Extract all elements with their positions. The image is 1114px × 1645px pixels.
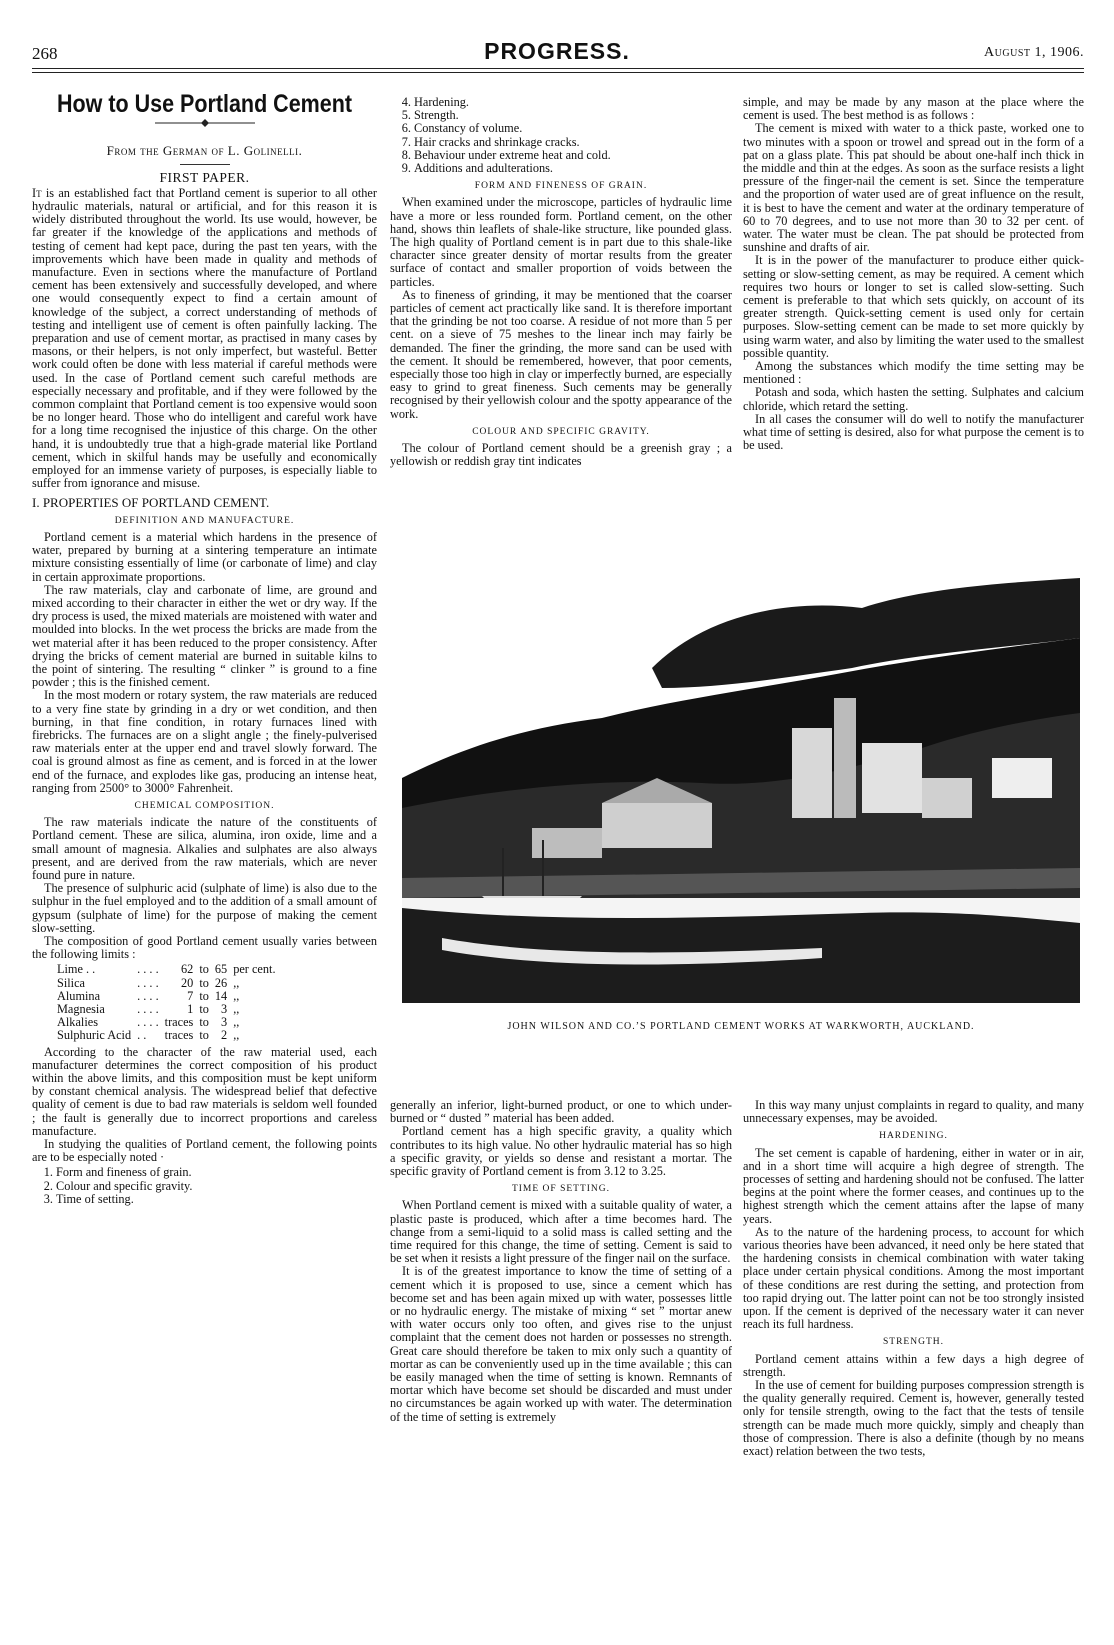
comp-low: 1 [187, 1002, 194, 1016]
composition-table [54, 963, 279, 1042]
comp-low: 7 [187, 988, 194, 1003]
paragraph: It is in the power of the manufacturer to produce either quick-setting or slow-setting cement, as may be required. A cement which requires two hours or longer to set is called slow-setting. Such cement is preferable to that which sets quickly, on account of its greater strength. Quick-setting cement is used only for certain purposes. Slow-setting cement can be made to set more quickly by using warm water, and also by limiting the water used to the smallest possible quantity. [743, 253, 1084, 360]
intro-paragraph: It is an established fact that Portland cement is superior to all other hydraulic materials, natural or artificial, and for this reason it is widely distributed throughout the world. Its use would, however, be far greater if the knowledge of the applications and methods of testing of cement had kept pace, during the past ten years, with the improvements which have been made in quality and methods of manufacture. Even in sections where the manufacture of Portland cement has been extensively and successfully developed, and where one would consequently expect to find a certain amount of knowledge of the subject, a correct understanding of methods of testing and intelligent use of cement is often painfully lacking. The preparation and use of cement mortar, as practised in many cases by masons, or their helpers, is not only imperfect, but wasteful. Better work could often be done with less material if careful methods were used. In the case of Portland cement such careful methods are especially necessary and profitable, and if they were followed by the common complaint that Portland cement is too expensive would soon be no longer heard. Those who do intelligent and careful work have for a long time recognised the injustice of this charge. On the other hand, it is undoubtedly true that a high-grade material like Portland cement, which in skilful hands may be usefully and economically employed for an immense variety of purposes, is especially liable to suffer from ignorance and misuse. [32, 185, 377, 491]
paragraph: Portland cement is a material which hardens in the presence of water, prepared by burning at a sintering temperature an intimate mixture consisting essentially of lime (or carbonate of lime) and clay in certain approximate proportions. [32, 529, 377, 584]
comp-name: Silica [57, 975, 86, 990]
points-list [32, 1166, 377, 1206]
comp-name: Lime . . [57, 962, 96, 977]
comp-unit: per cent. [233, 962, 276, 977]
comp-name: Alumina [57, 988, 101, 1003]
list-item: 8. Behaviour under extreme heat and cold. [414, 149, 732, 162]
paragraph: The composition of good Portland cement usually varies between the following limits : [32, 933, 377, 962]
comp-name: Alkalies [57, 1015, 98, 1030]
photo-caption: JOHN WILSON AND CO.’S PORTLAND CEMENT WORKS AT WARKWORTH, AUCKLAND. [507, 1021, 975, 1032]
list-item: 6. Constancy of volume. [414, 122, 732, 135]
comp-name: Sulphuric Acid [57, 1028, 132, 1043]
list-item: 9. Additions and adulterations. [414, 162, 732, 175]
publication-title: PROGRESS. [484, 38, 630, 64]
comp-leader: . . . . [137, 975, 159, 990]
paragraph: Potash and soda, which hasten the setting. Sulphates and calcium chloride, which retard the setting. [743, 385, 1084, 413]
column-left [32, 94, 377, 1604]
comp-name: Magnesia [57, 1002, 105, 1016]
landscape-photo-icon [402, 578, 1080, 1003]
column-middle-bottom [390, 1099, 732, 1609]
comp-low: traces [164, 1015, 194, 1030]
paragraph: When examined under the microscope, particles of hydraulic lime have a more or less rounded form. Portland cement, on the other hand, shows thin leaflets of shale-like structure, like pounded glass. The high quality of Portland cement is in part due to this shale-like character since greater density of mortar results from the greater surface of contact and smaller proportion of voids between the particles. [390, 195, 732, 289]
paragraph: In the most modern or rotary system, the raw materials are reduced to a very fine state by grinding in a dry or wet condition, and then burning, in that fine condition, in rotary furnaces lined with firebricks. The furnaces are on a slight angle ; the finely-pulverised raw materials enter at the upper end and travel slowly forward. The coal is ground almost as fine as cement, and is forced in at the lower end of the furnace, and explodes like gas, producing an intense heat, ranging from 2500° to 3000° Fahrenheit. [32, 688, 377, 795]
comp-unit: ,, [233, 1002, 240, 1016]
section-heading: I. PROPERTIES OF PORTLAND CEMENT. [32, 495, 270, 511]
paragraph: generally an inferior, light-burned product, or one to which under-burned or “ dusted ” material has been added. [390, 1099, 732, 1126]
paper-number: FIRST PAPER. [159, 169, 250, 185]
paragraph: Portland cement attains within a few days a high degree of strength. [743, 1351, 1084, 1379]
list-item: 3. Time of setting. [56, 1193, 377, 1206]
comp-to: to [199, 975, 209, 990]
subheading-definition: DEFINITION AND MANUFACTURE. [114, 515, 295, 526]
paragraph: As to the nature of the hardening process, to account for which various theories have been advanced, it need only be here stated that the hardening consists in chemical combination with water taking place under certain physical conditions. Among the most important of these conditions are rest during the setting, and protection from too rapid drying out. The latter point can not be too strongly insisted upon. If the cement is deprived of the necessary water it can never reach its full hardness. [743, 1224, 1084, 1332]
byline: From the German of L. Golinelli. [106, 143, 303, 159]
paragraph: Among the substances which modify the time setting may be mentioned : [743, 359, 1084, 387]
paragraph: According to the character of the raw material used, each manufacturer determines the correct composition of his product within the above limits, and this composition must be kept uniform by constant chemical analysis. The widespread belief that defective quality of cement is due to bad raw materials is seldom well founded ; the fault is generally due to incorrect proportions and careless manufacture. [32, 1044, 377, 1138]
comp-leader: . . . . [137, 1015, 159, 1030]
title-ornament [32, 117, 377, 130]
column-middle-top [390, 96, 732, 521]
subheading-strength: STRENGTH. [883, 1337, 944, 1348]
comp-unit: ,, [233, 1015, 240, 1030]
table-row [54, 1029, 279, 1042]
comp-high: 26 [214, 975, 228, 990]
comp-leader: . . . . [137, 962, 159, 977]
ornament-rule-icon [155, 119, 255, 127]
paragraph: The cement is mixed with water to a thick paste, worked one to two minutes with a spoon or trowel and spread out in the form of a pat on a glass plate. This pat should be about one-half inch thick in the middle and thin at the edges. As soon as the surface resists a light pressure of the finger-nail the cement is set. Since the temperature and the proportion of water used are of great influence on the result, it is best to have the cement and water at the ordinary temperature of 60 to 70 degrees, and to use not more than 30 to 32 per cent. of water. The water must be clean. The pat should be protected from sunshine and drafts of air. [743, 121, 1084, 255]
page-header [0, 0, 1114, 72]
comp-low: 62 [181, 962, 194, 977]
comp-low: 20 [181, 975, 194, 990]
subheading-setting: TIME OF SETTING. [511, 1184, 611, 1195]
comp-high: 14 [214, 988, 228, 1003]
comp-high: 3 [221, 1015, 228, 1030]
comp-to: to [199, 1028, 209, 1043]
paragraph: It is of the greatest importance to know the time of setting of a cement which it is proposed to use, since a cement which has become set and has been again mixed up with water, possesses little or no hydraulic energy. The mistake of mixing “ set ” mortar anew with water occurs only too often, and gives rise to the unjust complaint that the cement does not harden or possesses no strength. Great care should therefore be taken to mix only such a quantity of mortar as can be conveniently used up in the time available ; this can be easily managed when the time of setting is known. Remnants of mortar which have become set should be discarded and must under no circumstances be again worked up with water. The determination of the time of setting is extremely [390, 1264, 732, 1424]
paragraph: Portland cement has a high specific gravity, a quality which contributes to its high value. No other hydraulic material has so high a specific gravity, or yields so dense and resistant a mortar. The specific gravity of Portland cement is from 3.12 to 3.25. [390, 1124, 732, 1179]
comp-high: 65 [214, 962, 228, 977]
byline-rule [180, 164, 230, 165]
paragraph: As to fineness of grinding, it may be mentioned that the coarser particles of cement act practically like sand. It is therefore important that the grinding be not too coarse. A residue of not more than 5 per cent. on a sieve of 75 meshes to the linear inch may fairly be demanded. The finer the grinding, the more sand can be used with the cement. It should be remembered, however, that poor cements, especially those too high in clay or imperfectly burned, are especially easy to grind to great fineness. Such cements may be generally recognised by their yellowish colour and the spotty appearance of the work. [390, 287, 732, 421]
comp-unit: ,, [233, 988, 240, 1003]
paragraph: In studying the qualities of Portland cement, the following points are to be especially noted · [32, 1137, 377, 1165]
comp-high: 3 [221, 1002, 228, 1016]
paragraph: In this way many unjust complaints in regard to quality, and many unnecessary expenses, may be avoided. [743, 1099, 1084, 1126]
paragraph: In the use of cement for building purposes compression strength is the quality generally required. Cement is, however, generally tested only for tensile strength, owing to the fact that the tests of tensile strength can be made much more quickly, simply and cheaply than those of compression. There is also a definite (though by no means exact) relation between the two tests, [743, 1378, 1084, 1459]
table-row [54, 963, 279, 976]
paragraph: simple, and may be made by any mason at the place where the cement is used. The best method is as follows : [743, 96, 1084, 123]
comp-leader: . . . . [137, 1002, 159, 1016]
comp-to: to [199, 962, 209, 977]
subheading-form: FORM AND FINENESS OF GRAIN. [474, 181, 648, 192]
paragraph: The set cement is capable of hardening, either in water or in air, and in a short time will acquire a high degree of strength. The processes of setting and hardening should not be confused. The latter begins at the point where the former ceases, and continues up to the highest strength which the cement attains after the lapse of many years. [743, 1145, 1084, 1226]
list-item: 5. Strength. [414, 109, 732, 122]
paragraph: In all cases the consumer will do well to notify the manufacturer what time of setting is desired, also for what purpose the cement is to be used. [743, 411, 1084, 453]
comp-leader: . . [137, 1028, 147, 1043]
table-row [54, 977, 279, 990]
cement-works-photo [402, 578, 1080, 1003]
comp-high: 2 [221, 1028, 228, 1043]
points-list-continued [390, 96, 732, 175]
page-number: 268 [32, 44, 58, 63]
comp-low: traces [164, 1028, 194, 1043]
paragraph: The raw materials indicate the nature of the constituents of Portland cement. These are silica, alumina, iron oxide, lime and a small amount of magnesia. Alkalies and sulphates are also always present, and are derived from the raw materials, which are never found pure in nature. [32, 815, 377, 882]
intro-lead-word: It [32, 185, 42, 200]
subheading-chemical: CHEMICAL COMPOSITION. [134, 800, 275, 811]
header-rule [32, 68, 1084, 69]
list-item: 7. Hair cracks and shrinkage cracks. [414, 136, 732, 149]
comp-unit: ,, [233, 1028, 240, 1043]
list-item: 1. Form and fineness of grain. [56, 1166, 377, 1179]
column-right-top [743, 96, 1084, 581]
paragraph: The presence of sulphuric acid (sulphate of lime) is also due to the sulphur in the fuel employed and to the addition of a small amount of gypsum (sulphate of lime) for the purpose of making the cement slow-setting. [32, 881, 377, 935]
comp-to: to [199, 1015, 209, 1030]
article-title: How to Use Portland Cement [56, 94, 353, 118]
subheading-hardening: HARDENING. [879, 1131, 948, 1142]
issue-date: August 1, 1906. [984, 45, 1084, 60]
paragraph: When Portland cement is mixed with a suitable quality of water, a plastic paste is produced, which after a time becomes hard. The change from a semi-liquid to a solid mass is called setting and the time required for this change, the time of setting. Cement is said to be set when it resists a light pressure of the finger nail on the surface. [390, 1198, 732, 1266]
list-item: 2. Colour and specific gravity. [56, 1180, 377, 1193]
comp-leader: . . . . [137, 988, 159, 1003]
paragraph: The colour of Portland cement should be a greenish gray ; a yellowish or reddish gray tint indicates [390, 441, 732, 469]
header-rule-thin [32, 72, 1084, 73]
column-right-bottom [743, 1099, 1084, 1609]
comp-unit: ,, [233, 975, 240, 990]
comp-to: to [199, 1002, 209, 1016]
paragraph: The raw materials, clay and carbonate of lime, are ground and mixed according to their character in either the wet or dry way. If the dry process is used, the mixed materials are moistened with water and moulded into blocks. In the wet process the bricks are made from the wet material after it has been reduced to the proper consistency. After drying the bricks of cement material are burned in suitable kilns to the point of sintering. The resulting “ clinker ” is ground to a fine powder ; this is the finished cement. [32, 582, 377, 690]
list-item: 4. Hardening. [414, 96, 732, 109]
comp-to: to [199, 988, 209, 1003]
subheading-colour: COLOUR AND SPECIFIC GRAVITY. [472, 426, 650, 437]
